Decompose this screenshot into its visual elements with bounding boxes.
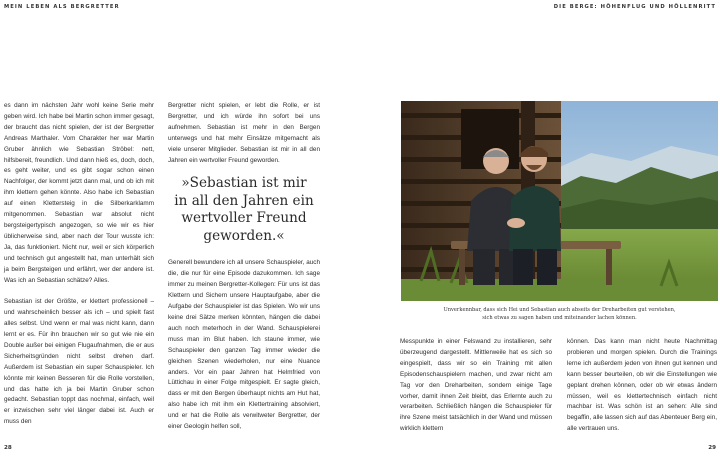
paragraph: Sebastian ist der Größte, er klettert professionell – und wahrscheinlich besser als ich – und spielt fast alles selbst. Und wenn er mal was nicht kann, dann lernt er es. Für ihn brauchen wir so gut wie nie ein Double außer bei einigen Flugaufnahmen, die er aus Sicherheitsgründen nicht selbst drehen darf. Außerdem ist Sebastian ein super Schauspieler. Ich könnte mir keinen Besseren für die Rolle vorstellen, und das hatte ich ja bei Martin Gruber schon gedacht. Sebastian toppt das nochmal, einfach, weil er inzwischen sehr viel länger dabei ist. Auch er muss den xyxy=(4,298,154,426)
photo-illustration xyxy=(401,101,718,301)
pull-quote-line: geworden.« xyxy=(203,227,285,244)
pull-quote-line: »Sebastian ist mir xyxy=(181,175,307,191)
text-column-1 xyxy=(4,101,154,428)
page-number-left: 28 xyxy=(4,445,12,451)
photo-two-men-at-cabin xyxy=(401,101,718,301)
text-column-2 xyxy=(168,101,320,433)
pull-quote xyxy=(168,175,320,245)
caption-line: Unverkennbar, dass sich Hei und Sebastian auch abseits der Dreharbeiten gut verstehen, xyxy=(443,307,676,313)
caption-line: sich etwas zu sagen haben und miteinander lachen können. xyxy=(482,315,637,321)
text-column-4 xyxy=(567,337,717,435)
paragraph: es dann im nächsten Jahr wohl keine Serie mehr geben wird. Ich habe bei Martin schon immer gesagt, der braucht das nicht spielen, der ist der Bergretter Andreas Marthaler. Vom Charakter her war Martin Gruber ähnlich wie Sebastian Ströbel: nett, hilfsbereit, freundlich. Und dann hieß es, doch, doch, es geht weiter, und es gibt sogar schon einen Nachfolger, der kommt jetzt dann mal, und ob ich mit ihm klettern gehen könnte. Also habe ich Sebastian auf einen Klettersteig in die Silberkarklamm mitgenommen. Sebastian war absolut nicht bergsteigertypisch angezogen, so wie wir es hier üblicherweise sind, aber nach der Tour wusste ich: Ja, das funktioniert. Nicht nur, weil er sich körperlich und technisch gut angestellt hat, man unterhält sich ja beim Bergsteigen und erfährt, wer der andere ist. Was ich an Sebastian schätze? Alles. xyxy=(4,102,154,284)
running-header-left: MEIN LEBEN ALS BERGRETTER xyxy=(4,4,120,10)
page-number-right: 29 xyxy=(708,445,716,451)
paragraph: Messpunkte in einer Felswand zu installieren, sehr überzeugend dargestellt. Mittlerweile hat es sich so eingespielt, dass wir so ein Training mit allen Episodenschauspielern machen, und zwar nicht am Tag vor den Dreharbeiten, sondern einige Tage vorher, damit ihnen Zeit bleibt, das Erlernte auch zu verarbeiten. Schließlich hängen die Schauspieler für ihre Szene meist tatsächlich in der Wand und müssen wirklich klettern xyxy=(400,338,552,433)
paragraph: können. Das kann man nicht heute Nachmittag probieren und morgen spielen. Durch die Trainings lerne ich außerdem jeden von ihnen gut kennen und kann besser beurteilen, ob wir die Einstellungen wie geplant drehen können, oder ob wir etwas ändern müssen, weil es klettertechnisch einfach nicht machbar ist. Was schön ist an sehen: Alle sind begaffin, alle lassen sich auf das Abenteuer Berg ein, alle vertrauen uns. xyxy=(567,338,717,433)
paragraph: Generell bewundere ich all unsere Schauspieler, auch die, die nur für eine Episode dazukommen. Ich sage immer zu meinen Bergretter-Kollegen: Für uns ist das Klettern und Sichern unsere Hauptaufgabe, aber die Aufgabe der Schauspieler ist das Spielen. Wo wir uns keine drei Sätze merken könnten, hängen die dabei auch noch meterhoch in der Wand. Schauspielerei muss man im Blut haben. Ich staune immer, wie Schauspieler den ganzen Tag immer wieder die gleichen Szenen wiederholen, nur eine Nuance anders. Vor ein paar Jahren hat Helmfried von Lüttichau in einer Folge mitgespielt. Er sagte gleich, dass er mit den Bergen überhaupt nichts am Hut hat, also habe ich mit ihm ein Klettertraining absolviert, und er hat die Rolle als verwitweter Bergretter, der einer Geologin helfen soll, xyxy=(168,259,320,431)
photo-caption xyxy=(401,306,718,322)
paragraph: Bergretter nicht spielen, er lebt die Rolle, er ist Bergretter, und ich würde ihn sofort bei uns aufnehmen. Sebastian ist mehr in den Bergen unterwegs und hat mehr Einsätze mitgemacht als viele unserer Mitglieder. Sebastian ist mir in all den Jahren ein wertvoller Freund geworden. xyxy=(168,102,320,164)
text-column-3 xyxy=(400,337,552,435)
pull-quote-line: in all den Jahren ein xyxy=(174,192,314,209)
running-header-right: DIE BERGE: HÖHENFLUG UND HÖLLENRITT xyxy=(553,4,716,10)
pull-quote-line: wertvoller Freund xyxy=(181,210,307,227)
